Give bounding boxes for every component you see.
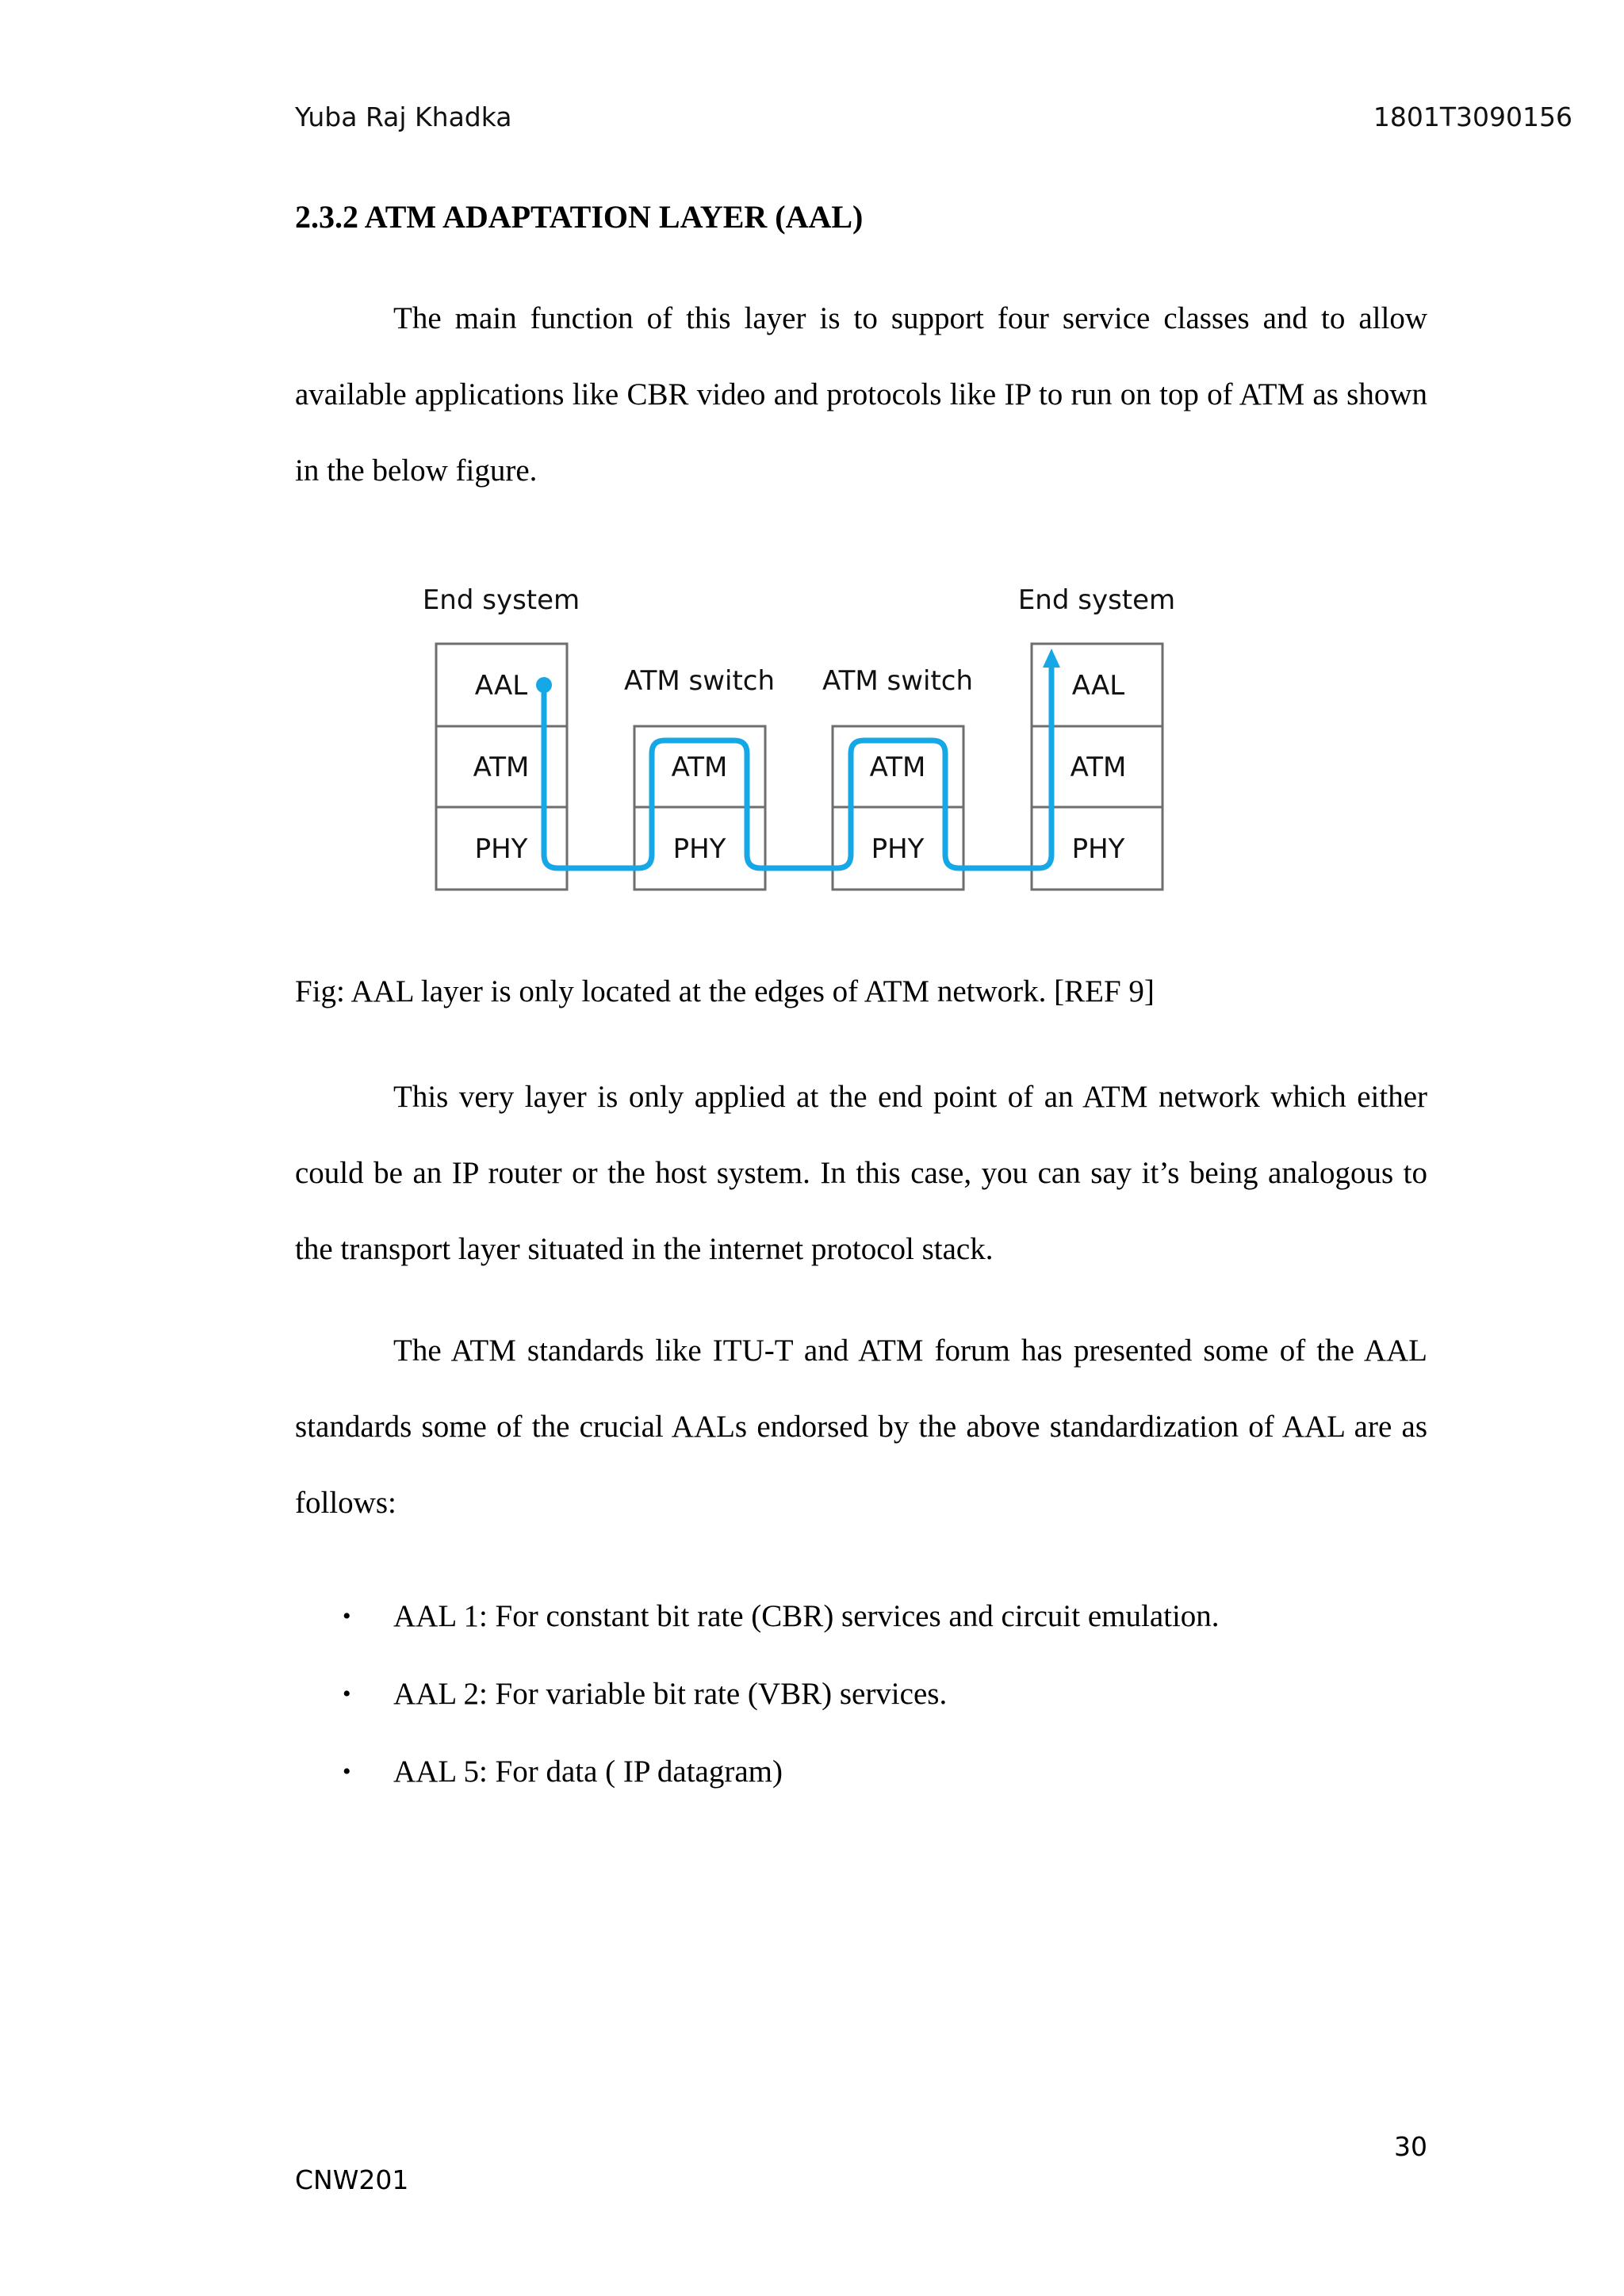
bullet-icon: •	[343, 1758, 351, 1785]
right-aal-label: AAL	[1071, 670, 1125, 702]
footer-course-code: CNW201	[295, 2164, 409, 2195]
list-item	[295, 1733, 1405, 1811]
aal-types-list	[295, 1578, 1405, 1811]
header-author: Yuba Raj Khadka	[295, 101, 512, 132]
figure-caption: Fig: AAL layer is only located at the edges of ATM network. [REF 9]	[295, 974, 1155, 1008]
list-item-text: AAL 1: For constant bit rate (CBR) services and circuit emulation.	[393, 1599, 1220, 1633]
header-id: 1801T3090156	[1373, 101, 1572, 132]
right-atm-label: ATM	[1070, 752, 1127, 783]
left-aal-label: AAL	[474, 670, 528, 702]
data-flow-path	[544, 668, 1051, 868]
end-system-right-title: End system	[1017, 584, 1176, 616]
atm-switch-1-title: ATM switch	[623, 665, 776, 697]
switch1-atm-label: ATM	[671, 752, 728, 783]
paragraph-endpoint: This very layer is only applied at the end point of an ATM network which either could be an IP router or the host system. In this case, you can say it’s being analogous to the transport layer situated in the internet protocol stack.	[295, 1080, 1427, 1266]
aal-layer-diagram	[396, 555, 1205, 904]
switch2-phy-label: PHY	[871, 833, 925, 865]
bullet-icon: •	[343, 1603, 351, 1629]
right-phy-label: PHY	[1071, 833, 1125, 865]
left-phy-label: PHY	[474, 833, 528, 865]
bullet-icon: •	[343, 1681, 351, 1707]
list-item	[295, 1655, 1405, 1733]
end-system-left-title: End system	[422, 584, 580, 616]
atm-switch-2-title: ATM switch	[822, 665, 974, 697]
left-atm-label: ATM	[473, 752, 530, 783]
list-item-text: AAL 2: For variable bit rate (VBR) services.	[393, 1677, 948, 1711]
switch1-phy-label: PHY	[672, 833, 726, 865]
section-title: 2.3.2 ATM ADAPTATION LAYER (AAL)	[295, 199, 864, 235]
paragraph-standards: The ATM standards like ITU-T and ATM forum has presented some of the AAL standards some of the crucial AALs endorsed by the above standardization of AAL are as follows:	[295, 1334, 1427, 1520]
page-number: 30	[1394, 2131, 1427, 2162]
list-item-text: AAL 5: For data ( IP datagram)	[393, 1755, 783, 1789]
switch2-atm-label: ATM	[869, 752, 926, 783]
paragraph-intro: The main function of this layer is to support four service classes and to allow available applications like CBR video and protocols like IP to run on top of ATM as shown in the below figure.	[295, 301, 1427, 488]
list-item	[295, 1578, 1405, 1655]
